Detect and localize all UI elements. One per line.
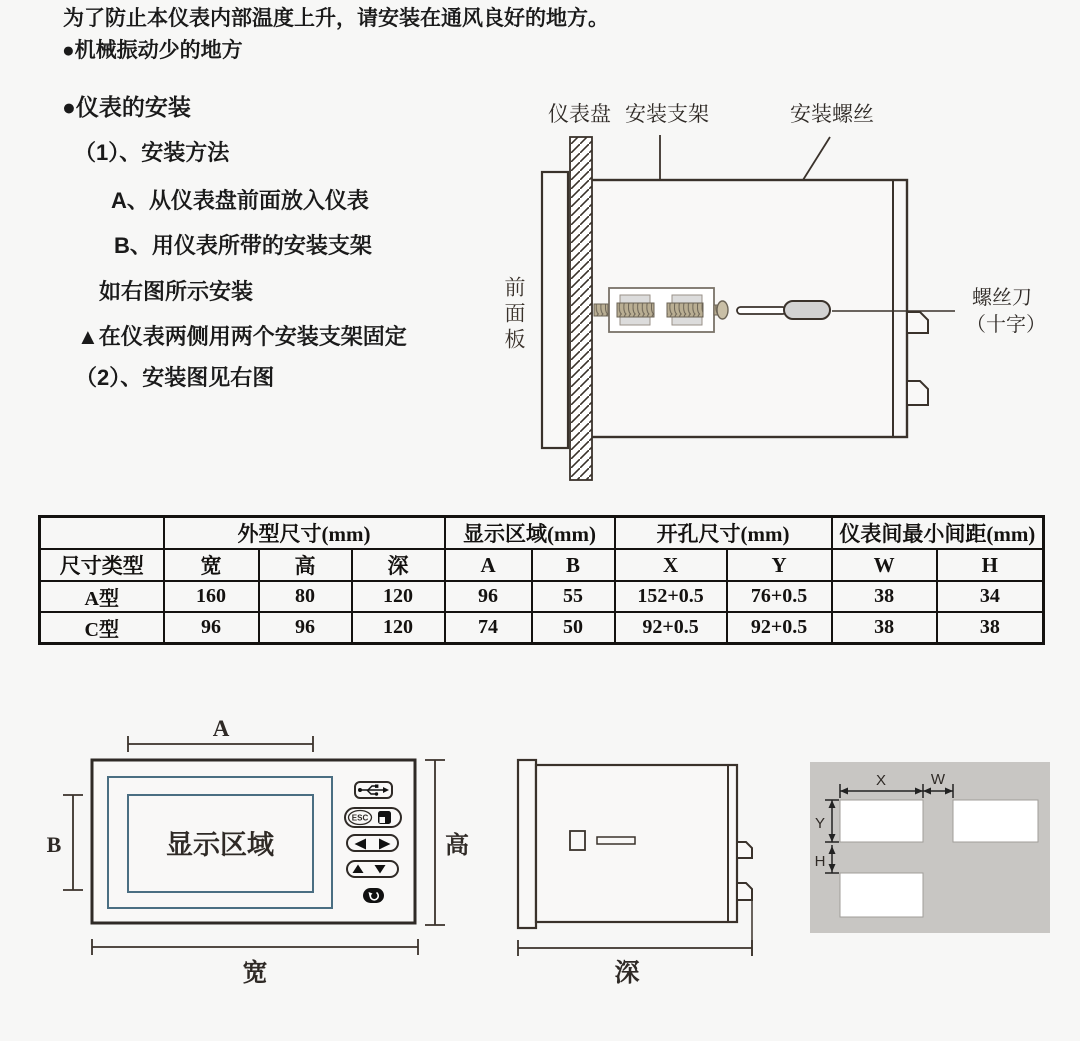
up-down-buttons [347,861,398,877]
side-body [536,765,737,922]
cutout-hole [953,800,1038,842]
corner-cell [40,517,164,550]
cutout-diagram [805,755,1060,950]
instruction-line: 如右图所示安装 [99,279,254,304]
table-cell: 80 [259,581,352,612]
table-cell: 120 [352,612,445,644]
side-bezel [518,760,536,928]
usb-button [355,782,392,798]
column-header: Y [727,549,832,581]
cutout-h-label: H [814,853,826,870]
enter-button [363,888,384,903]
screw-label: 安装螺丝 [790,103,874,126]
group-header-outline: 外型尺寸(mm) [164,517,445,550]
width-label: 宽 [242,960,268,987]
cutout-w-label: W [930,771,946,788]
page-icon [378,811,391,824]
dim-b-label: B [46,832,62,857]
cutout-y-label: Y [814,815,826,832]
table-cell: 34 [937,581,1044,612]
screwdriver-label-line1: 螺丝刀 [972,287,1032,309]
column-header: 宽 [164,549,259,581]
dim-b-line [63,795,83,890]
table-cell: 96 [445,581,532,612]
table-cell: 38 [832,581,937,612]
dim-depth-line [518,940,752,956]
mounting-panel-hatched [570,137,592,480]
esc-button-label: ESC [351,813,369,823]
instruction-line: ●机械振动少的地方 [62,39,243,62]
dim-a-label: A [212,716,230,741]
side-view-diagram [480,700,780,1005]
dimensions-table [38,515,1045,645]
table-cell: 92+0.5 [615,612,727,644]
table-cell: 96 [259,612,352,644]
screwdriver-label-line2: （十字） [966,314,1046,336]
cutout-x-label: X [875,772,887,789]
instruction-section-title: ●仪表的安装 [62,94,191,120]
column-header: 深 [352,549,445,581]
column-header: 尺寸类型 [40,549,164,581]
esc-button [345,808,401,827]
column-header: H [937,549,1044,581]
cutout-hole [840,873,923,917]
height-label: 高 [445,833,469,859]
instruction-line: B、用仪表所带的安装支架 [114,233,372,258]
table-cell: 38 [937,612,1044,644]
instruction-line: （1）、安装方法 [74,140,230,165]
table-group-header-row [40,517,1044,550]
table-cell: A型 [40,581,164,612]
column-header: B [532,549,615,581]
panel-label: 仪表盘 [548,103,611,126]
column-header: 高 [259,549,352,581]
instruction-line: （2）、安装图见右图 [75,365,275,390]
table-cell: 96 [164,612,259,644]
table-cell: 38 [832,612,937,644]
group-header-display: 显示区域(mm) [445,517,615,550]
installation-diagram [490,90,1080,507]
table-cell: 74 [445,612,532,644]
table-row-type-c [40,612,1044,644]
table-column-header-row [40,549,1044,581]
mounting-bracket [594,288,728,332]
display-area-label: 显示区域 [166,830,274,860]
front-panel-label: 前面板 [502,276,525,354]
table-cell: 76+0.5 [727,581,832,612]
table-row-type-a [40,581,1044,612]
left-right-buttons [347,835,398,851]
instruction-line: ▲在仪表两侧用两个安装支架固定 [77,324,407,349]
front-view-diagram [40,700,480,995]
bracket-label: 安装支架 [625,103,709,126]
instruction-line: A、从仪表盘前面放入仪表 [111,188,369,213]
table-cell: 160 [164,581,259,612]
column-header: A [445,549,532,581]
group-header-spacing: 仪表间最小间距(mm) [832,517,1044,550]
instruction-line: 为了防止本仪表内部温度上升，请安装在通风良好的地方。 [63,7,609,30]
table-cell: 55 [532,581,615,612]
mounting-hook-top [737,842,752,858]
mounting-hook-bottom [737,883,752,900]
column-header: X [615,549,727,581]
screw-head [717,301,728,319]
dim-width-line [92,939,418,955]
column-header: W [832,549,937,581]
table-cell: 92+0.5 [727,612,832,644]
depth-label: 深 [614,960,640,987]
group-header-cutout: 开孔尺寸(mm) [615,517,832,550]
table-cell: C型 [40,612,164,644]
cutout-hole [840,800,923,842]
dim-height-line [425,760,445,925]
front-panel-plate [542,172,568,448]
table-cell: 120 [352,581,445,612]
table-cell: 152+0.5 [615,581,727,612]
table-cell: 50 [532,612,615,644]
